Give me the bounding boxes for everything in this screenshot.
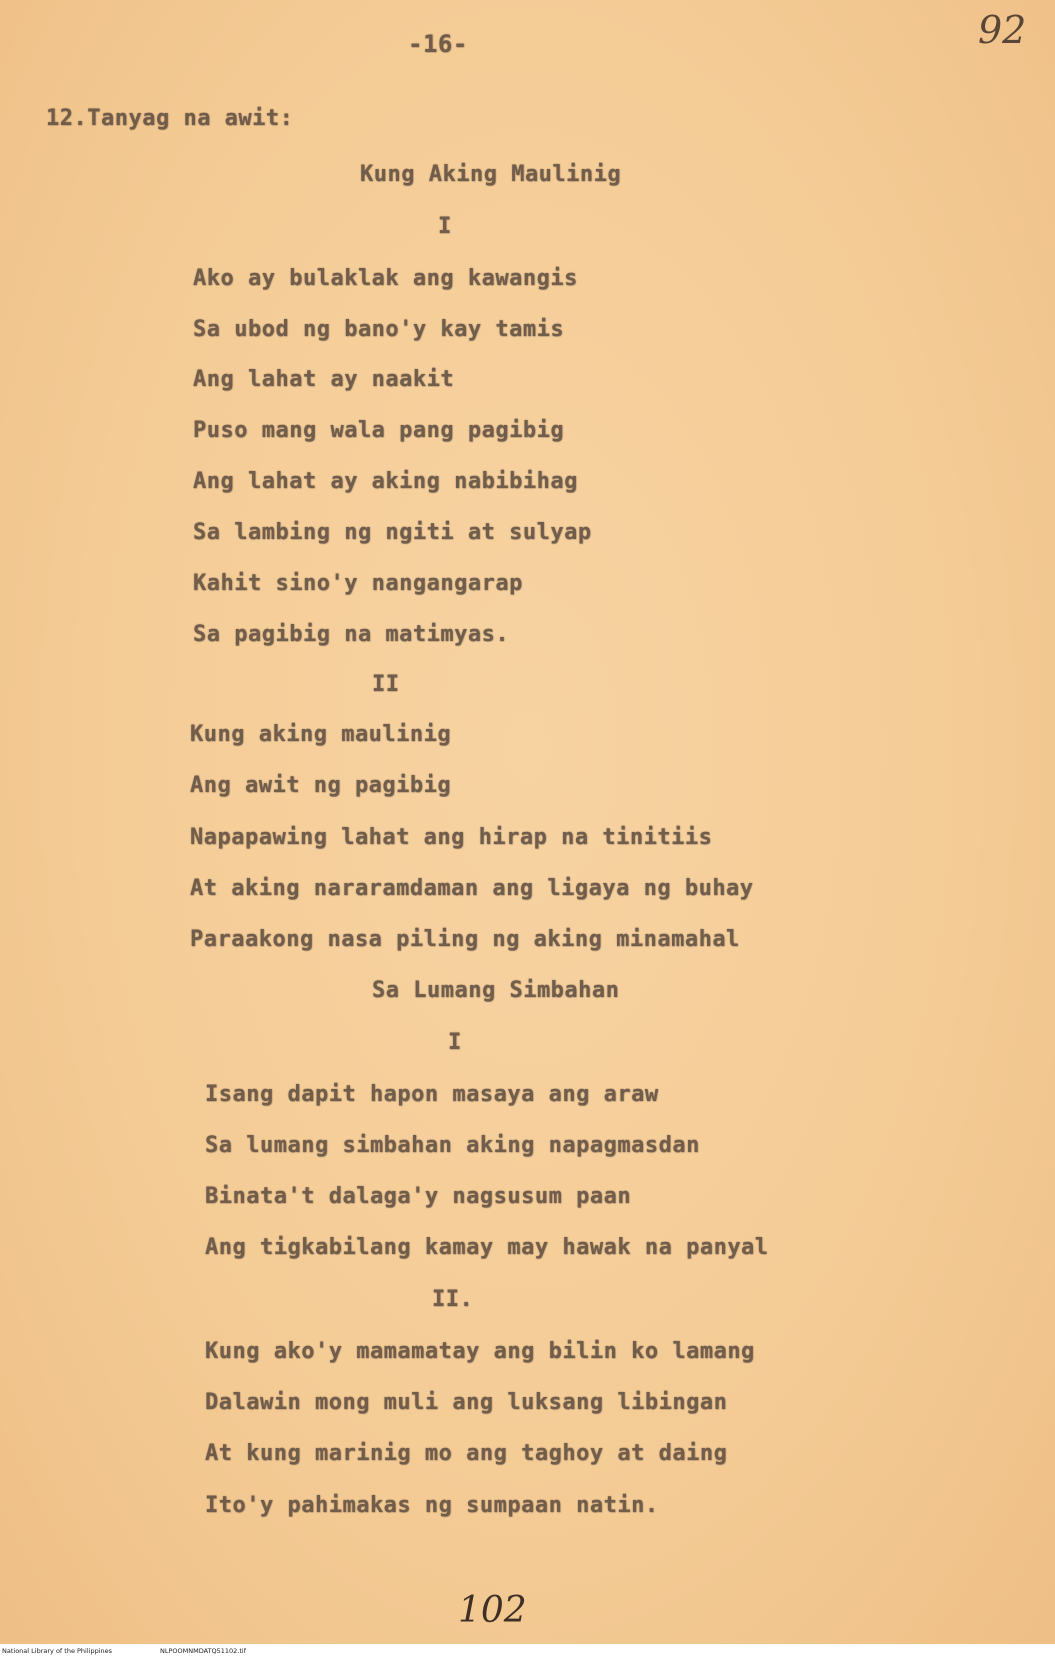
handwritten-folio-number: 92 (978, 8, 1027, 52)
song2-stanza1-line: Isang dapit hapon masaya ang araw (205, 1082, 659, 1107)
song1-stanza1-line: Sa ubod ng bano'y kay tamis (193, 317, 565, 342)
song1-stanza2-numeral: II (372, 672, 400, 697)
song2-stanza1-line: Binata't dalaga'y nagsusum paan (205, 1184, 632, 1209)
song1-stanza1-numeral: I (438, 214, 452, 239)
song1-stanza1-line: Sa pagibig na matimyas. (193, 622, 510, 647)
archive-footer (0, 1644, 1055, 1658)
song1-stanza2-line: Paraakong nasa piling ng aking minamahal (190, 927, 740, 952)
song1-stanza1-line: Ang lahat ay aking nabibihag (193, 469, 578, 494)
song1-stanza1-line: Kahit sino'y nangangarap (193, 571, 523, 596)
handwritten-page-number: 102 (458, 1590, 527, 1631)
song2-stanza2-line: At kung marinig mo ang taghoy at daing (205, 1441, 728, 1466)
song1-stanza2-line: Napapawing lahat ang hirap na tinitiis (190, 825, 713, 850)
song2-stanza2-numeral: II. (432, 1287, 474, 1312)
song2-stanza1-line: Ang tigkabilang kamay may hawak na panyal (205, 1235, 769, 1260)
song1-stanza2-line: Kung aking maulinig (190, 722, 452, 747)
footer-library: National Library of the Philippines (2, 1647, 113, 1655)
song2-stanza2-line: Kung ako'y mamamatay ang bilin ko lamang (205, 1339, 755, 1364)
song2-title: Sa Lumang Simbahan (372, 978, 620, 1003)
song2-stanza1-numeral: I (448, 1030, 462, 1055)
song2-stanza2-line: Ito'y pahimakas ng sumpaan natin. (205, 1493, 659, 1518)
page-number: -16- (408, 30, 468, 58)
song1-stanza2-line: At aking nararamdaman ang ligaya ng buhay (190, 876, 754, 901)
song1-stanza1-line: Ako ay bulaklak ang kawangis (193, 266, 578, 291)
song2-stanza2-line: Dalawin mong muli ang luksang libingan (205, 1390, 728, 1415)
song1-stanza2-line: Ang awit ng pagibig (190, 773, 452, 798)
footer-file-id: NLPOOMNMDATQ51102.tif (160, 1647, 247, 1655)
song1-title: Kung Aking Maulinig (360, 162, 622, 187)
song1-stanza1-line: Puso mang wala pang pagibig (193, 418, 565, 443)
item-heading: 12.Tanyag na awit: (46, 106, 294, 131)
song2-stanza1-line: Sa lumang simbahan aking napagmasdan (205, 1133, 700, 1158)
song1-stanza1-line: Ang lahat ay naakit (193, 367, 455, 392)
song1-stanza1-line: Sa lambing ng ngiti at sulyap (193, 520, 592, 545)
